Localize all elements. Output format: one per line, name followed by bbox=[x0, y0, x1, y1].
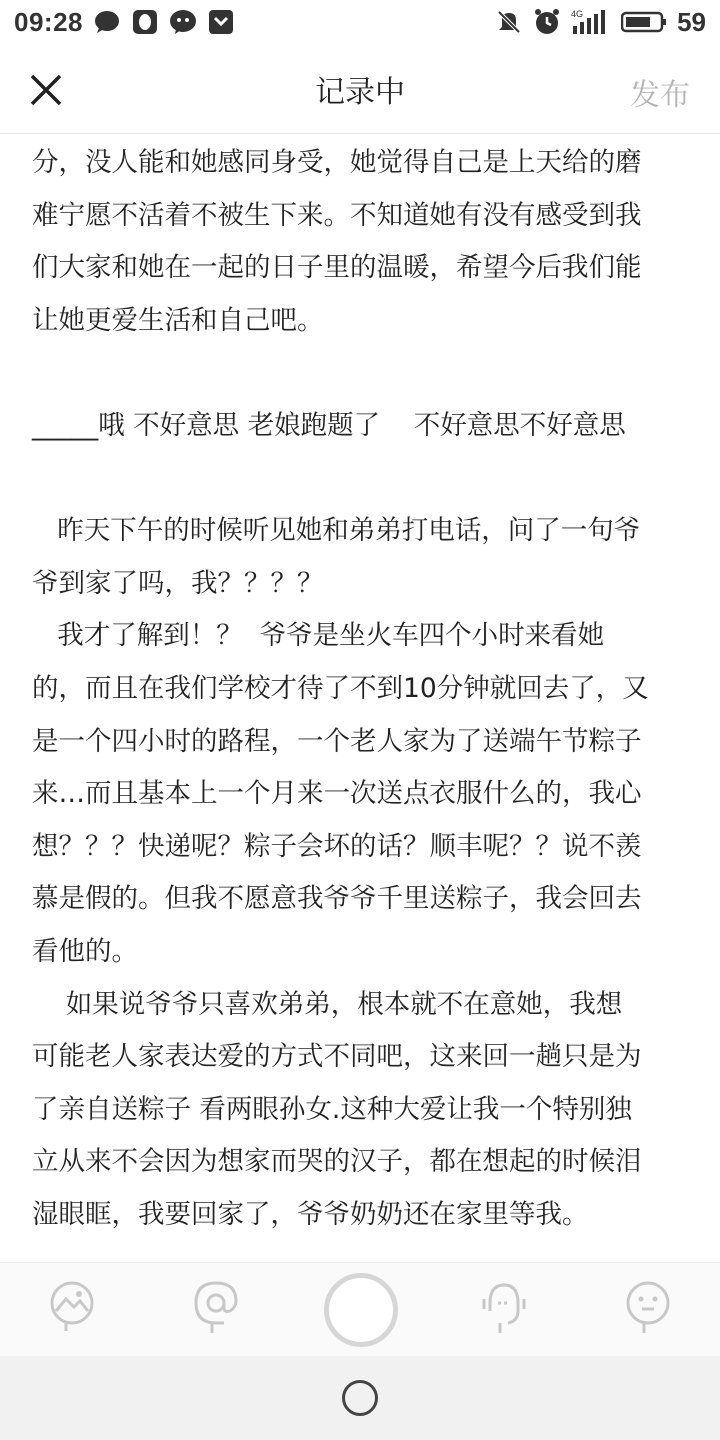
text-line: 分，没人能和她感同身受，她觉得自己是上天给的磨 bbox=[32, 147, 642, 178]
text-line: 湿眼眶，我要回家了，爷爷奶奶还在家里等我。 bbox=[32, 1198, 589, 1230]
text-line: 的，而且在我们学校才待了不到10分钟就回去了，又 bbox=[32, 672, 649, 704]
text-line bbox=[32, 347, 692, 400]
qq-icon bbox=[131, 8, 159, 36]
publish-button[interactable]: 发布 bbox=[630, 78, 690, 113]
text-line: 难宁愿不活着不被生下来。不知道她有没有感受到我 bbox=[32, 199, 642, 231]
emoji-button[interactable] bbox=[624, 1277, 672, 1343]
text-line: 来…而且基本上一个月来一次送点衣服什么的，我心 bbox=[32, 778, 642, 810]
network-label: 4G bbox=[571, 9, 584, 19]
voice-icon bbox=[480, 1277, 528, 1343]
mention-button[interactable] bbox=[192, 1277, 240, 1343]
record-button[interactable] bbox=[324, 1273, 398, 1347]
text-line: 爷到家了吗，我？？？？ bbox=[32, 567, 324, 599]
status-left bbox=[14, 7, 235, 38]
home-button[interactable] bbox=[342, 1380, 378, 1416]
emoji-icon bbox=[624, 1277, 672, 1343]
text-line: 了亲自送粽子 看两眼孙女.这种大爱让我一个特别独 bbox=[32, 1093, 632, 1125]
mute-icon bbox=[495, 8, 523, 36]
battery-level: 59 bbox=[677, 6, 706, 37]
text-line: 如果说爷爷只喜欢弟弟，根本就不在意她，我想 bbox=[32, 988, 623, 1020]
shield-app-icon bbox=[207, 8, 235, 36]
close-icon bbox=[26, 70, 66, 110]
text-line bbox=[32, 453, 692, 506]
bottom-toolbar bbox=[0, 1262, 720, 1356]
image-icon bbox=[48, 1277, 96, 1343]
image-button[interactable] bbox=[48, 1277, 96, 1343]
text-line: 想？？？快递呢？粽子会坏的话？顺丰呢？？说不羡 bbox=[32, 830, 642, 862]
text-line: 看他的。 bbox=[32, 935, 138, 967]
text-line: 我才了解到！？ 爷爷是坐火车四个小时来看她 bbox=[32, 620, 605, 652]
system-nav-bar bbox=[0, 1356, 720, 1440]
status-time: 09:28 bbox=[14, 6, 83, 37]
text-line: 是一个四小时的路程，一个老人家为了送端午节粽子 bbox=[32, 725, 642, 757]
status-bar bbox=[0, 0, 720, 44]
title-bar bbox=[0, 44, 720, 134]
message-icon bbox=[93, 8, 121, 36]
text-line: 可能老人家表达爱的方式不同吧，这来回一趟只是为 bbox=[32, 1041, 642, 1073]
text-line: 们大家和她在一起的日子里的温暖，希望今后我们能 bbox=[32, 252, 642, 284]
signal-icon bbox=[571, 8, 611, 36]
text-line: 慕是假的。但我不愿意我爷爷千里送粽子，我会回去 bbox=[32, 883, 642, 915]
wechat-icon bbox=[169, 8, 197, 36]
editor-content[interactable] bbox=[0, 135, 720, 1262]
mention-icon bbox=[192, 1277, 240, 1343]
article-text[interactable] bbox=[32, 137, 692, 1241]
close-button[interactable] bbox=[26, 70, 66, 110]
text-line: 立从来不会因为想家而哭的汉子，都在想起的时候泪 bbox=[32, 1146, 642, 1178]
alarm-icon bbox=[533, 8, 561, 36]
status-right bbox=[495, 7, 706, 38]
battery-icon bbox=[621, 8, 667, 36]
page-title: 记录中 bbox=[315, 74, 405, 110]
text-line: 让她更爱生活和自己吧。 bbox=[32, 304, 324, 336]
text-line: _____哦 不好意思 老娘跑题了 不好意思不好意思 bbox=[32, 409, 626, 441]
text-line: 昨天下午的时候听见她和弟弟打电话，问了一句爷 bbox=[32, 515, 641, 547]
voice-button[interactable] bbox=[480, 1277, 528, 1343]
